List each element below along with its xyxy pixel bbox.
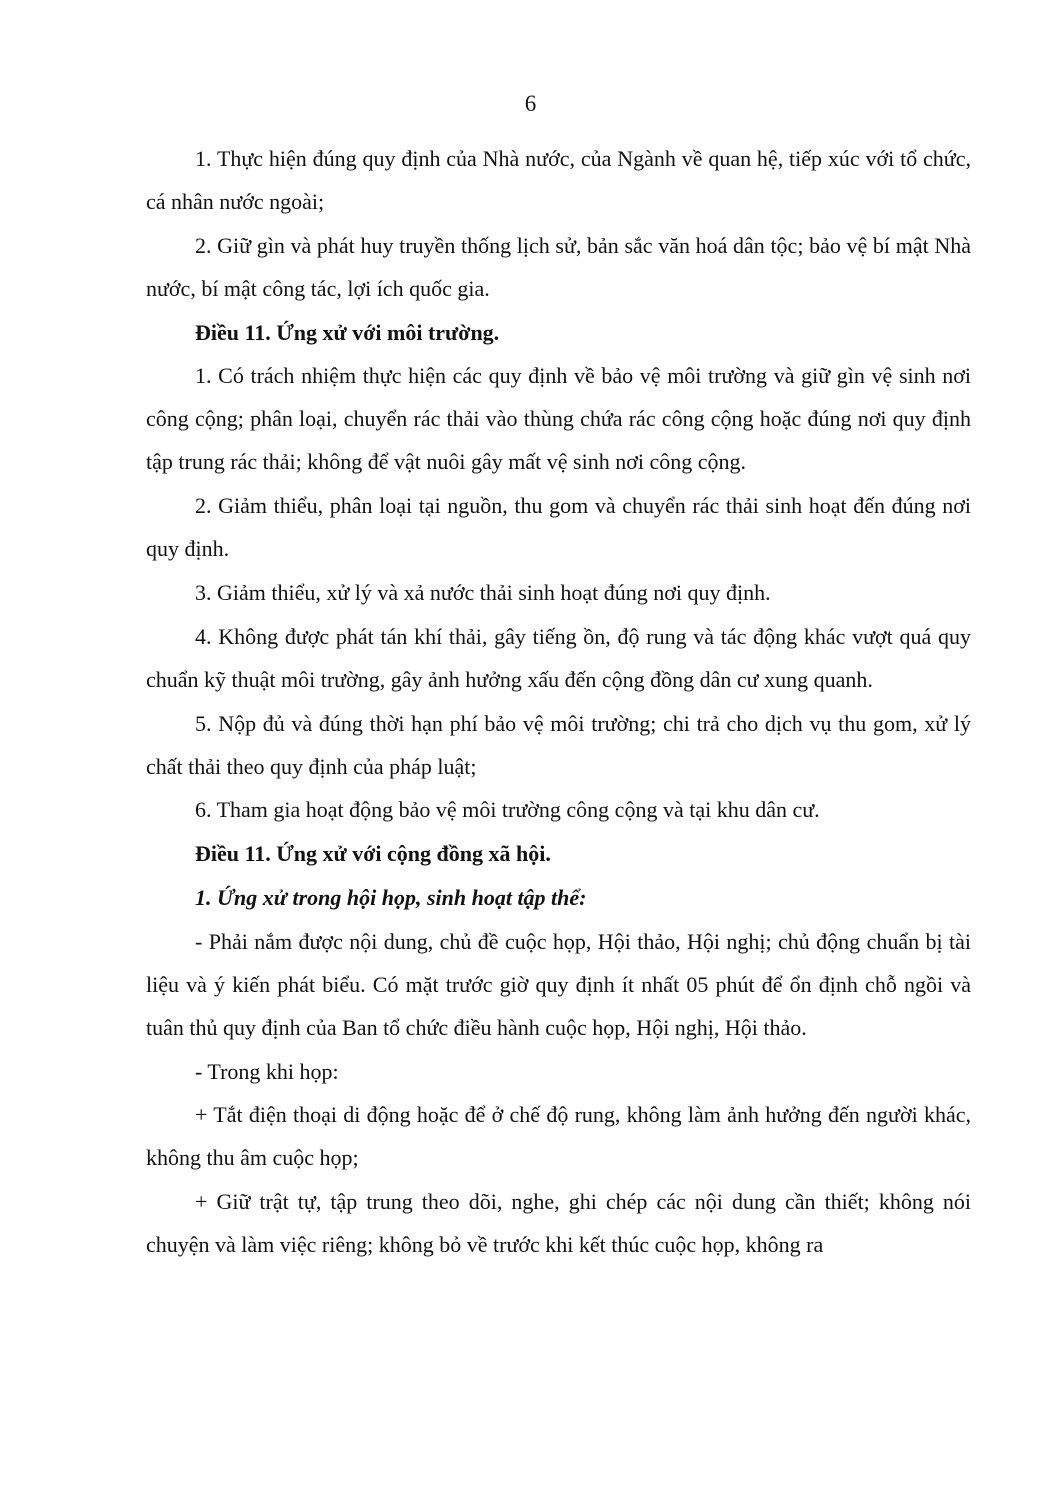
paragraph-item-1: 1. Thực hiện đúng quy định của Nhà nước, của Ngành về quan hệ, tiếp xúc với tổ chức, cá nhân nước ngoài; [146,146,971,214]
paragraph-env-1: 1. Có trách nhiệm thực hiện các quy định về bảo vệ môi trường và giữ gìn vệ sinh nơi công cộng; phân loại, chuyển rác thải vào thùng chứa rác công cộng hoặc đúng nơi quy định tập trung rác thải; không để vật nuôi gây mất vệ sinh nơi công cộng. [146,363,971,475]
subheading-meetings: 1. Ứng xử trong hội họp, sinh hoạt tập thể: [195,884,587,910]
paragraph-meeting-prep: - Phải nắm được nội dung, chủ đề cuộc họp, Hội thảo, Hội nghị; chủ động chuẩn bị tài liệu và ý kiến phát biểu. Có mặt trước giờ quy định ít nhất 05 phút để ổn định chỗ ngồi và tuân thủ quy định của Ban tổ chức điều hành cuộc họp, Hội nghị, Hội thảo. [146,928,971,1040]
article-heading-environment: Điều 11. Ứng xử với môi trường. [195,319,500,345]
paragraph-env-4: 4. Không được phát tán khí thải, gây tiếng ồn, độ rung và tác động khác vượt quá quy chuẩn kỹ thuật môi trường, gây ảnh hưởng xấu đến cộng đồng dân cư xung quanh. [146,623,971,692]
paragraph-env-3: 3. Giảm thiểu, xử lý và xả nước thải sinh hoạt đúng nơi quy định. [195,579,771,605]
paragraph-env-6: 6. Tham gia hoạt động bảo vệ môi trường công cộng và tại khu dân cư. [195,797,820,823]
article-heading-community: Điều 11. Ứng xử với cộng đồng xã hội. [195,841,551,867]
paragraph-item-2: 2. Giữ gìn và phát huy truyền thống lịch sử, bản sắc văn hoá dân tộc; bảo vệ bí mật Nhà nước, bí mật công tác, lợi ích quốc gia. [146,232,971,301]
paragraph-env-5: 5. Nộp đủ và đúng thời hạn phí bảo vệ môi trường; chi trả cho dịch vụ thu gom, xử lý chất thải theo quy định của pháp luật; [146,710,971,779]
paragraph-phone-rule: + Tắt điện thoại di động hoặc để ở chế độ rung, không làm ảnh hưởng đến người khác, không thu âm cuộc họp; [146,1102,971,1171]
document-body [146,137,971,1267]
paragraph-during-meeting: - Trong khi họp: [195,1058,339,1084]
paragraph-order-rule: + Giữ trật tự, tập trung theo dõi, nghe, ghi chép các nội dung cần thiết; không nói chuyện và làm việc riêng; không bỏ về trước khi kết thúc cuộc họp, không ra [146,1189,971,1258]
page-number: 6 [524,91,537,116]
paragraph-env-2: 2. Giảm thiểu, phân loại tại nguồn, thu gom và chuyển rác thải sinh hoạt đến đúng nơi quy định. [146,493,971,562]
